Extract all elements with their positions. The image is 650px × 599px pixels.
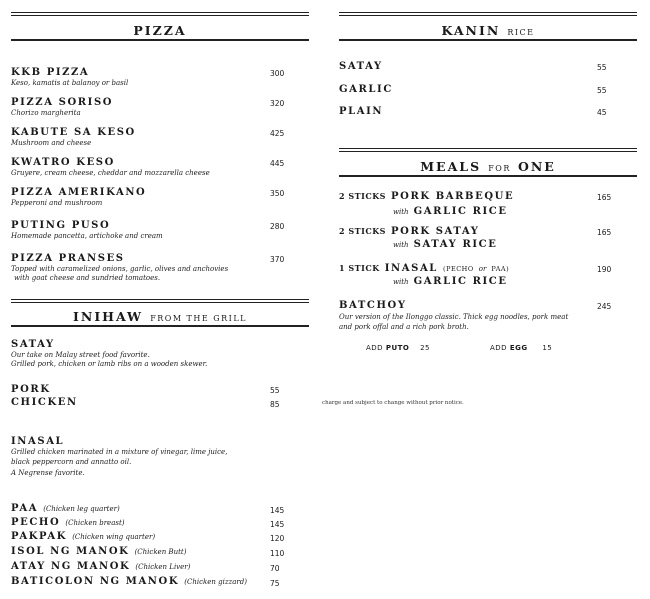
batchoy-price: 245: [597, 302, 612, 311]
meal-item-name: INASAL: [384, 263, 438, 274]
inasal-item-name: PAKPAK: [11, 531, 68, 542]
pizza-item-name: PIZZA SORISO: [11, 97, 114, 108]
inasal-item-note: (Chicken Butt): [134, 548, 187, 556]
pizza-item-desc: Topped with caramelized onions, garlic, olives and anchovies: [11, 265, 229, 273]
inasal-item: [11, 503, 120, 514]
pizza-item-desc: Homemade pancetta, artichoke and cream: [11, 232, 163, 240]
kanin-rule-top: [339, 12, 637, 13]
inasal-item-note: (Chicken leg quarter): [43, 505, 120, 513]
inasal-item-price: 145: [270, 520, 285, 529]
inasal-item-note: (Chicken Liver): [135, 563, 191, 571]
inasal-desc-2: black peppercorn and annatto oil.: [11, 458, 132, 466]
meal-item-name: PORK BARBEQUE: [391, 191, 515, 202]
kanin-rule-bottom: [339, 39, 637, 41]
addon-item: PUTO: [385, 344, 410, 352]
batchoy-desc-2: and pork offal and a rich pork broth.: [339, 323, 469, 331]
pizza-item-name: PUTING PUSO: [11, 220, 111, 231]
inasal-heading: INASAL: [11, 436, 65, 447]
meal-item-qty: 2 STICKS: [339, 226, 386, 236]
kanin-section-title: [339, 20, 637, 39]
pizza-item-desc: Keso, kamatis at balanoy or basil: [11, 79, 129, 87]
pizza-item-price: 445: [270, 159, 285, 168]
inasal-item-note: (Chicken wing quarter): [72, 533, 156, 541]
pizza-item-name: KKB PIZZA: [11, 67, 90, 78]
meal-item-paren-open: (PECHO: [443, 265, 474, 273]
meals-rule-top-2: [339, 151, 637, 152]
meal-item: [339, 263, 509, 274]
inasal-desc: Grilled chicken marinated in a mixture of vinegar, lime juice,: [11, 448, 228, 456]
inasal-item: [11, 576, 247, 587]
meal-item-qty: 2 STICKS: [339, 191, 386, 201]
inihaw-rule-top-2: [11, 302, 309, 303]
inasal-item-note: (Chicken gizzard): [184, 578, 247, 586]
meals-title-one: ONE: [517, 159, 556, 174]
inasal-item: [11, 561, 190, 572]
pizza-item-name: PIZZA AMERIKANO: [11, 187, 147, 198]
inasal-item-price: 145: [270, 506, 285, 515]
kanin-item-name: SATAY: [339, 61, 383, 72]
meal-item-with: with: [393, 278, 409, 286]
pizza-item-desc: Chorizo margherita: [11, 109, 81, 117]
meal-item-rice: GARLIC RICE: [413, 206, 508, 217]
meal-item-qty: 1 STICK: [339, 263, 380, 273]
meal-item-rice-line: [393, 276, 508, 287]
kanin-item-price: 55: [597, 86, 607, 95]
meal-item: [339, 226, 479, 237]
addon-price: 15: [542, 344, 553, 352]
addon-puto: [366, 344, 430, 352]
pizza-item-price: 370: [270, 255, 285, 264]
meal-item-rice: SATAY RICE: [413, 239, 498, 250]
satay-item-name: CHICKEN: [11, 397, 78, 408]
inihaw-rule-bottom: [11, 325, 309, 327]
meal-item-with: with: [393, 208, 409, 216]
pizza-item-name: KWATRO KESO: [11, 157, 115, 168]
price-disclaimer: charge and subject to change without prior notice.: [322, 400, 464, 406]
meal-item-or: or: [478, 265, 487, 273]
inasal-desc-3: A Negrense favorite.: [11, 469, 85, 477]
pizza-item-name: PIZZA PRANSES: [11, 253, 125, 264]
pizza-rule-bottom: [11, 39, 309, 41]
meals-title-for: FOR: [488, 164, 511, 173]
inasal-item-price: 110: [270, 549, 285, 558]
kanin-rule-top-2: [339, 15, 637, 16]
satay-desc: Our take on Malay street food favorite.: [11, 351, 150, 359]
kanin-item-price: 55: [597, 63, 607, 72]
kanin-title: KANIN: [441, 23, 501, 38]
addon-item: EGG: [509, 344, 528, 352]
inasal-item: [11, 517, 125, 528]
inasal-item-price: 70: [270, 564, 280, 573]
batchoy-heading: BATCHOY: [339, 300, 407, 311]
inasal-item-name: ISOL NG MANOK: [11, 546, 130, 557]
meal-item-name: PORK SATAY: [391, 226, 480, 237]
meals-rule-top: [339, 148, 637, 149]
meal-item-rice-line: [393, 239, 497, 250]
pizza-item-desc: Gruyere, cream cheese, cheddar and mozzarella cheese: [11, 169, 210, 177]
pizza-item-price: 425: [270, 129, 285, 138]
meal-item-paren-close: PAA): [491, 265, 510, 273]
pizza-rule-top-2: [11, 15, 309, 16]
addon-label: ADD: [490, 344, 508, 352]
meal-item-price: 165: [597, 228, 612, 237]
inasal-item-note: (Chicken breast): [65, 519, 125, 527]
meal-item-price: 165: [597, 193, 612, 202]
pizza-item-price: 280: [270, 222, 285, 231]
inasal-item-name: ATAY NG MANOK: [11, 561, 131, 572]
satay-heading: SATAY: [11, 339, 55, 350]
pizza-title: PIZZA: [133, 23, 187, 38]
pizza-item-price: 320: [270, 99, 285, 108]
addon-label: ADD: [366, 344, 384, 352]
meals-rule-bottom: [339, 175, 637, 177]
inihaw-title: INIHAW: [73, 309, 144, 324]
inihaw-section-title: [11, 306, 309, 325]
pizza-item-name: KABUTE SA KESO: [11, 127, 136, 138]
kanin-item-name: GARLIC: [339, 84, 393, 95]
kanin-subtitle: RICE: [507, 28, 535, 37]
pizza-item-desc: Mushroom and cheese: [11, 139, 92, 147]
kanin-item-price: 45: [597, 108, 607, 117]
kanin-item-name: PLAIN: [339, 106, 384, 117]
meal-item-with: with: [393, 241, 409, 249]
inihaw-rule-top: [11, 299, 309, 300]
satay-desc-2: Grilled pork, chicken or lamb ribs on a wooden skewer.: [11, 360, 208, 368]
pizza-item-price: 350: [270, 189, 285, 198]
meals-title: MEALS: [420, 159, 482, 174]
meal-item-rice-line: [393, 206, 508, 217]
inasal-item-name: BATICOLON NG MANOK: [11, 576, 180, 587]
pizza-item-price: 300: [270, 69, 285, 78]
meal-item-price: 190: [597, 265, 612, 274]
pizza-rule-top: [11, 12, 309, 13]
batchoy-desc: Our version of the Ilonggo classic. Thick egg noodles, pork meat: [339, 313, 569, 321]
inihaw-subtitle: FROM THE GRILL: [150, 314, 247, 323]
pizza-item-desc: Pepperoni and mushroom: [11, 199, 103, 207]
inasal-item: [11, 531, 155, 542]
pizza-section-title: [11, 20, 309, 39]
inasal-item-price: 75: [270, 579, 280, 588]
meals-section-title: [339, 156, 637, 175]
inasal-item: [11, 546, 186, 557]
addon-egg: [490, 344, 552, 352]
meal-item: [339, 191, 514, 202]
pizza-item-desc-2: with goat cheese and sundried tomatoes.: [14, 274, 161, 282]
inasal-item-price: 120: [270, 534, 285, 543]
satay-item-name: PORK: [11, 384, 51, 395]
satay-item-price: 85: [270, 400, 280, 409]
inasal-item-name: PAA: [11, 503, 39, 514]
addon-price: 25: [420, 344, 431, 352]
inasal-item-name: PECHO: [11, 517, 61, 528]
satay-item-price: 55: [270, 386, 280, 395]
meal-item-rice: GARLIC RICE: [413, 276, 508, 287]
